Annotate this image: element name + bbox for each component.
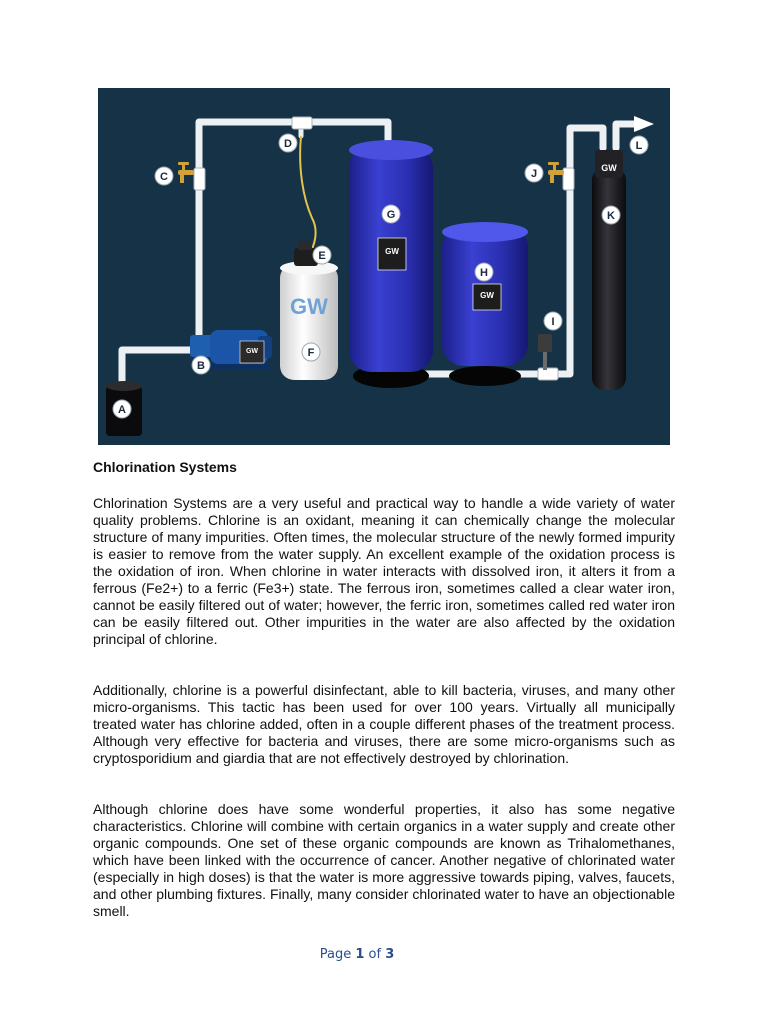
label-d <box>279 134 297 152</box>
paragraph-2: Additionally, chlorine is a powerful disinfectant, able to kill bacteria, viruses, and many other micro-organisms. This tactic has been used for over 100 years. Virtually all municipally treated water has chlorine added, often in a couple different phases of the treatment process. Although very effective for bacteria and viruses, there are some micro-organisms such as cryptosporidium and giardia that are not effectively destroyed by chlorination. <box>93 682 675 766</box>
label-j <box>525 164 543 182</box>
label-l <box>630 136 648 154</box>
page-total: 3 <box>385 947 395 962</box>
page-footer <box>0 947 714 962</box>
label-f <box>302 343 320 361</box>
label-g <box>382 205 400 223</box>
svg-text:L: L <box>635 140 643 152</box>
label-b <box>192 356 210 374</box>
label-i <box>544 312 562 330</box>
label-k <box>602 206 620 224</box>
tank-g-brand-logo: GW <box>385 247 399 256</box>
svg-text:E: E <box>318 250 326 262</box>
svg-text:K: K <box>607 210 615 222</box>
svg-text:D: D <box>284 138 292 150</box>
svg-text:B: B <box>197 360 205 372</box>
tank-brand-logo: GW <box>290 294 328 319</box>
water-system-diagram <box>98 88 670 445</box>
paragraph-3: Although chlorine does have some wonderful properties, it also has some negative characteristics. Chlorine will combine with certain organics in a water supply and create other organic compounds. One set of these organic compounds are known as Trihalomethanes, which have been linked with the occurrence of cancer. Another negative of chlorinated water (especially in high doses) is that the water is more aggressive towards piping, valves, faucets, and other plumbing fixtures. Finally, many consider chlorinated water to have an objectionable smell. <box>93 801 675 919</box>
pump-brand-logo: GW <box>245 348 259 355</box>
filter-tank-k <box>592 150 626 390</box>
label-a <box>113 400 131 418</box>
pressure-tank-h <box>442 222 528 386</box>
svg-text:A: A <box>118 404 126 416</box>
svg-text:J: J <box>530 168 538 180</box>
label-h <box>475 263 493 281</box>
pressure-tank-g <box>349 140 433 388</box>
tank-h-brand-logo: GW <box>480 291 494 300</box>
paragraph-1: Chlorination Systems are a very useful and practical way to handle a wide variety of water quality problems. Chlorine is an oxidant, meaning it can chemically change the molecular structure of many impurities. Often times, the molecular structure of the newly formed impurity is easier to remove from the water supply. An excellent example of the oxidation process is the oxidation of iron. When chlorine in water interacts with dissolved iron, it alters it from a ferrous (Fe2+) to a ferric (Fe3+) state. The ferrous iron, sometimes called a clear water iron, cannot be easily filtered out of water; however, the ferric iron, sometimes called red water iron can be easily filtered out. Other impurities in the water are also affected by the oxidation principal of chlorine. <box>93 495 675 647</box>
svg-text:I: I <box>551 316 555 328</box>
svg-text:G: G <box>386 209 396 221</box>
svg-text:F: F <box>307 347 315 359</box>
page-label: Page <box>319 947 352 962</box>
section-title: Chlorination Systems <box>93 459 237 475</box>
label-c <box>155 167 173 185</box>
page-of: of <box>368 947 382 962</box>
filter-brand-logo: GW <box>601 163 617 173</box>
svg-text:H: H <box>480 267 488 279</box>
svg-text:C: C <box>160 171 168 183</box>
page-current: 1 <box>355 947 365 962</box>
label-e <box>313 246 331 264</box>
